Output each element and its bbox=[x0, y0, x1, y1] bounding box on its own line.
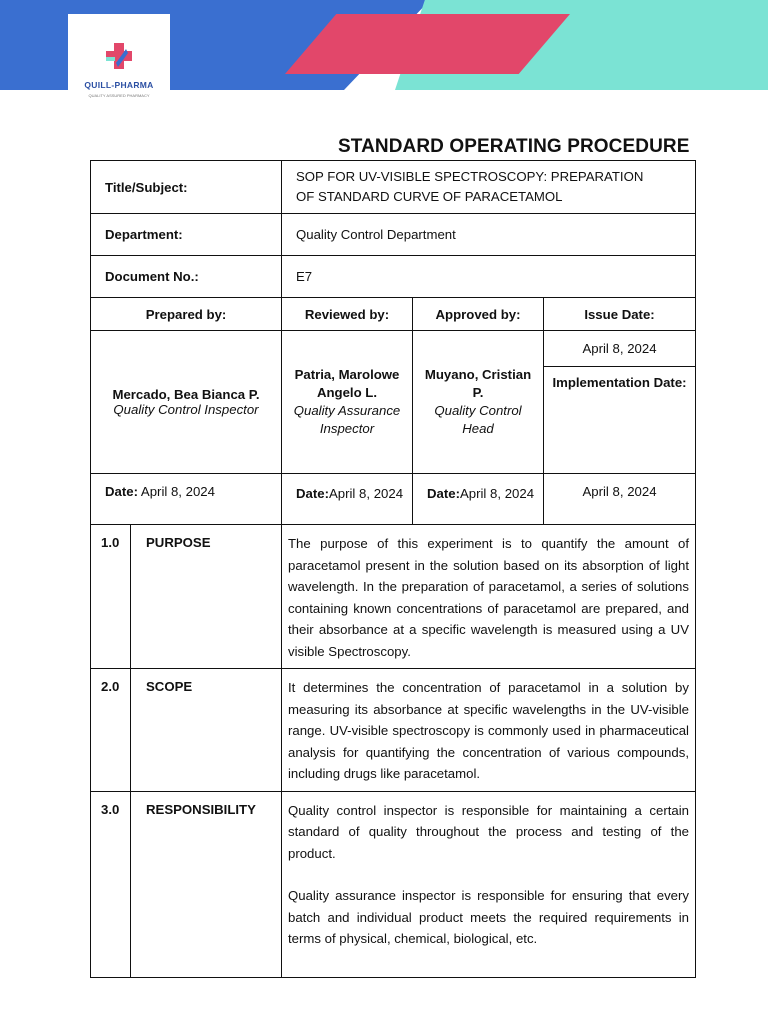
reviewed-by-label: Reviewed by: bbox=[282, 298, 413, 331]
issue-date-value: April 8, 2024 bbox=[544, 331, 696, 367]
prepared-by-label: Prepared by: bbox=[91, 298, 282, 331]
department-label: Department: bbox=[91, 214, 282, 256]
approved-date bbox=[413, 474, 544, 525]
page-title: STANDARD OPERATING PROCEDURE bbox=[338, 136, 690, 157]
section-heading: PURPOSE bbox=[131, 525, 282, 669]
section-paragraph: Quality control inspector is responsible for maintaining a certain standard of quality throughout the process and testing of the product. bbox=[288, 802, 689, 861]
section-text bbox=[282, 669, 696, 792]
date-label-1: Date: bbox=[105, 484, 138, 499]
section-paragraph: Quality assurance inspector is responsible for ensuring that every batch and individual product meets the required requirements in terms of physical, chemical, biological, etc. bbox=[288, 888, 689, 946]
date-value-1: April 8, 2024 bbox=[137, 484, 215, 499]
approved-by-role: Quality Control Head bbox=[434, 403, 522, 436]
approved-by-label: Approved by: bbox=[413, 298, 544, 331]
section-row bbox=[91, 791, 696, 977]
section-paragraph: The purpose of this experiment is to quantify the amount of paracetamol present in the solution based on its absorption of light wavelength. In the preparation of paracetamol, a series of solutions containing known concentrations of paracetamol are prepared, and their absorbance at a specific wavelength is measured using a UV visible Spectroscopy. bbox=[288, 536, 689, 659]
sop-sections-table bbox=[90, 524, 696, 978]
implementation-date-value: April 8, 2024 bbox=[544, 474, 696, 525]
section-number: 3.0 bbox=[91, 791, 131, 977]
prepared-by-name: Mercado, Bea Bianca P. bbox=[112, 387, 260, 402]
implementation-date-label: Implementation Date: bbox=[544, 367, 696, 474]
title-line-2: OF STANDARD CURVE OF PARACETAMOL bbox=[296, 189, 563, 204]
issue-date-label: Issue Date: bbox=[544, 298, 696, 331]
reviewed-by-cell bbox=[282, 331, 413, 474]
title-value bbox=[282, 161, 696, 214]
reviewed-by-role: Quality Assurance Inspector bbox=[293, 403, 401, 436]
title-label: Title/Subject: bbox=[91, 161, 282, 214]
date-label-2: Date: bbox=[296, 486, 329, 501]
logo-tagline: QUALITY ASSURED PHARMACY bbox=[88, 93, 150, 98]
section-heading: SCOPE bbox=[131, 669, 282, 792]
section-number: 1.0 bbox=[91, 525, 131, 669]
title-row bbox=[91, 161, 696, 214]
prepared-by-cell bbox=[91, 331, 282, 474]
signoff-header-row bbox=[91, 298, 696, 331]
logo-wordmark: QUILL-PHARMA bbox=[84, 80, 154, 90]
department-value: Quality Control Department bbox=[282, 214, 696, 256]
section-text bbox=[282, 791, 696, 977]
sop-header-table bbox=[90, 160, 696, 525]
date-value-2: April 8, 2024 bbox=[328, 486, 404, 501]
section-heading: RESPONSIBILITY bbox=[131, 791, 282, 977]
prepared-by-role: Quality Control Inspector bbox=[113, 402, 259, 417]
section-text bbox=[282, 525, 696, 669]
medical-cross-icon bbox=[104, 41, 134, 71]
signoff-dates-row bbox=[91, 474, 696, 525]
date-value-3: April 8, 2024 bbox=[459, 486, 535, 501]
section-paragraph: It determines the concentration of paracetamol in a solution by measuring its absorbance at specific wavelengths in the UV-visible range. UV-visible spectroscopy is commonly used in pharmaceutical analysis for quantifying the concentration of various compounds, including drugs like paracetamol. bbox=[288, 680, 689, 781]
approved-by-name: Muyano, Cristian P. bbox=[424, 367, 532, 400]
signoff-names-row-1 bbox=[91, 331, 696, 367]
reviewed-date bbox=[282, 474, 413, 525]
document-number-label: Document No.: bbox=[91, 256, 282, 298]
approved-by-cell bbox=[413, 331, 544, 474]
company-logo bbox=[68, 14, 170, 120]
document-number-row bbox=[91, 256, 696, 298]
department-row bbox=[91, 214, 696, 256]
reviewed-by-name: Patria, Marolowe Angelo L. bbox=[294, 367, 400, 400]
section-row bbox=[91, 669, 696, 792]
prepared-date bbox=[91, 474, 282, 525]
document-number-value: E7 bbox=[282, 256, 696, 298]
date-label-3: Date: bbox=[427, 486, 460, 501]
section-number: 2.0 bbox=[91, 669, 131, 792]
title-line-1: SOP FOR UV-VISIBLE SPECTROSCOPY: PREPARATION bbox=[296, 169, 644, 184]
section-row bbox=[91, 525, 696, 669]
